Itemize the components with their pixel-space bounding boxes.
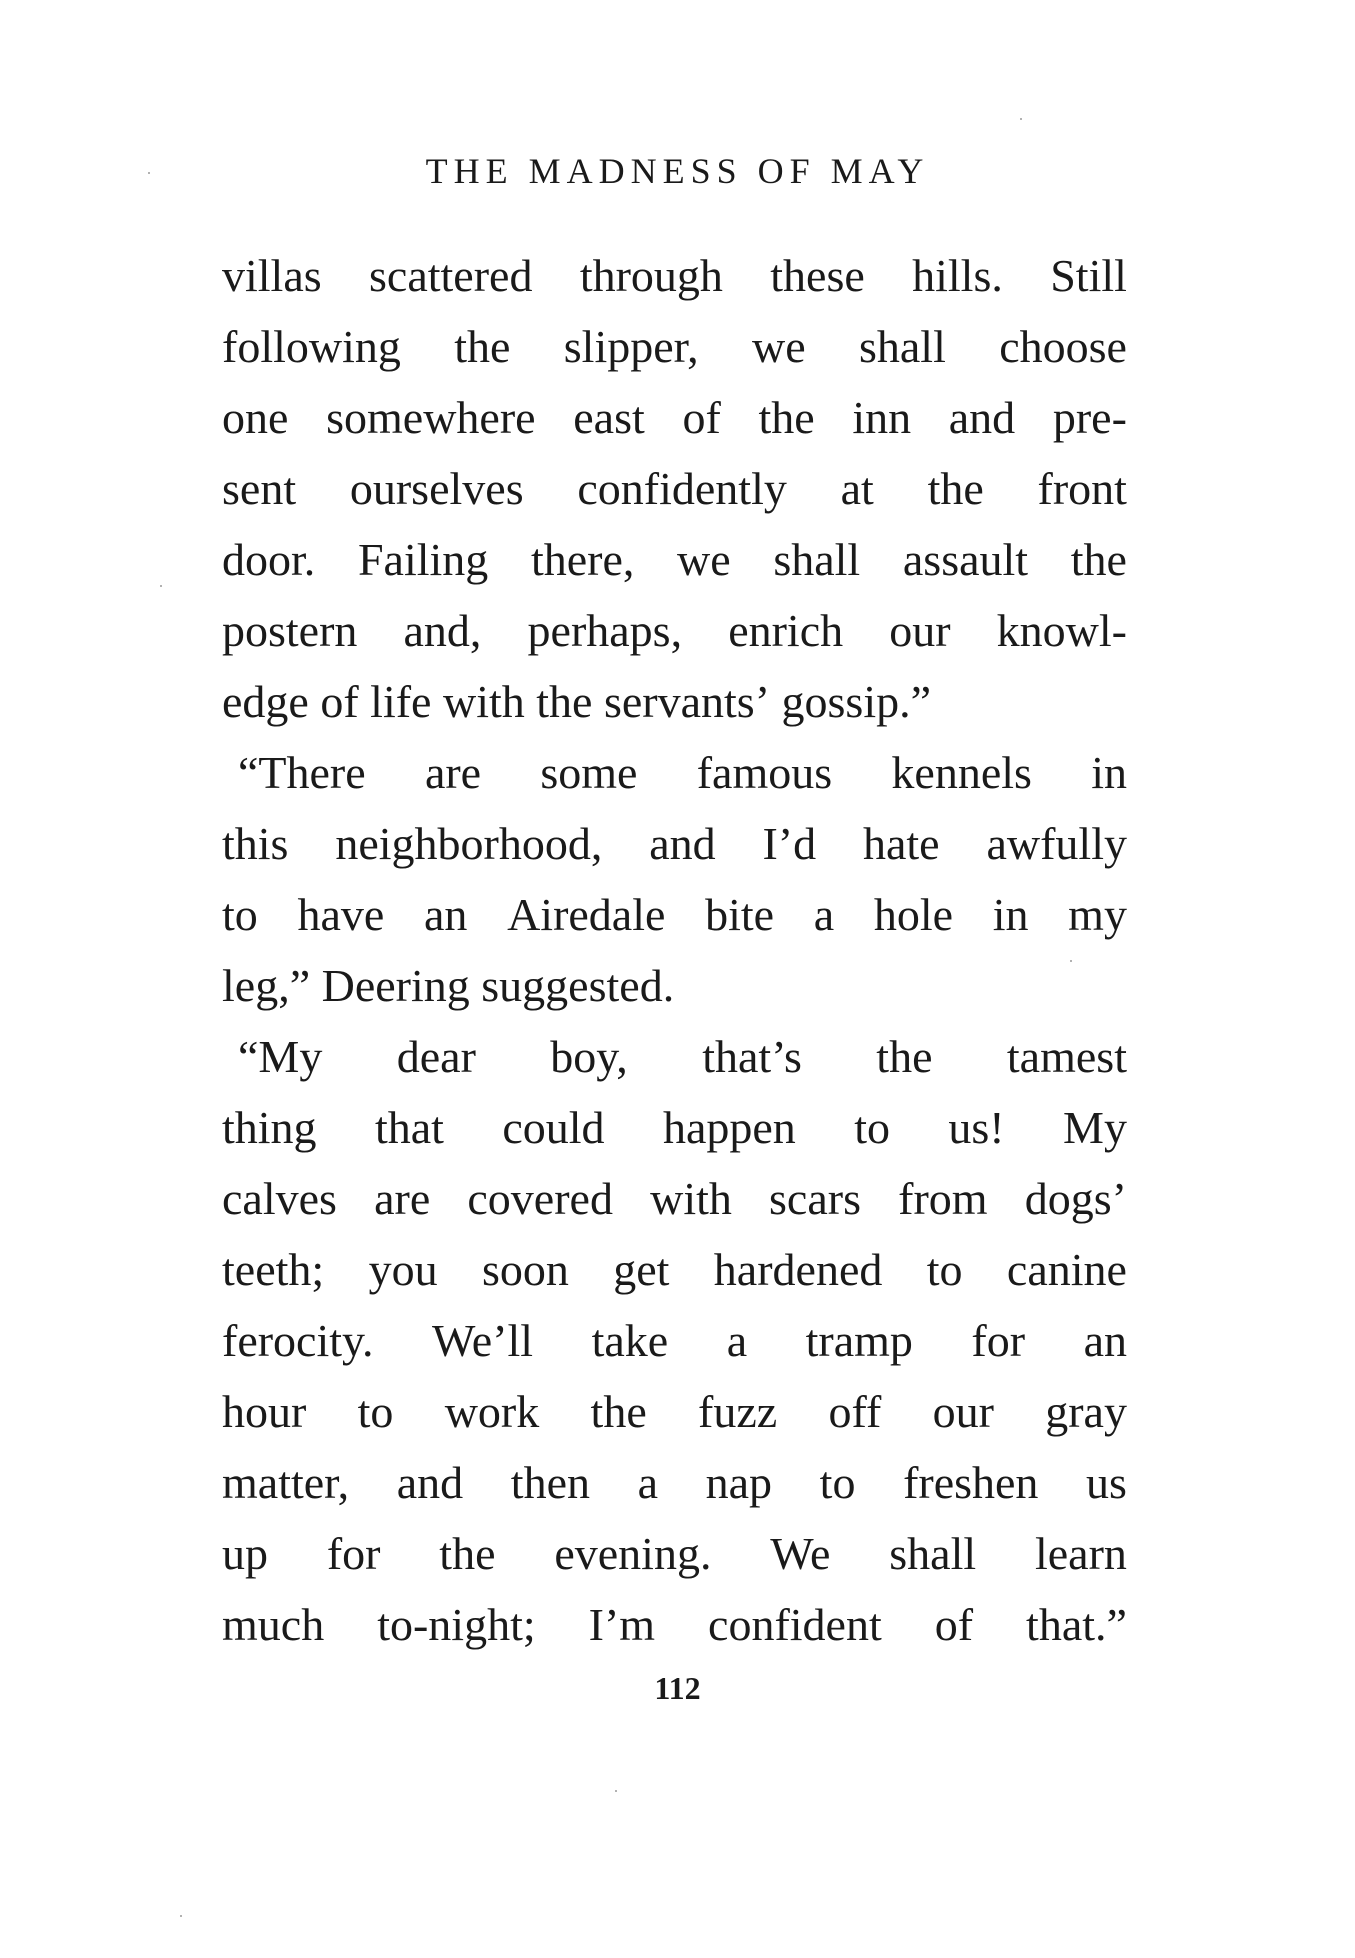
word: could [502,1102,605,1153]
word: the [876,1031,933,1082]
word: our [932,1386,994,1437]
scan-speck [160,585,162,587]
word: assault [902,534,1029,585]
word: an [1083,1315,1127,1366]
word: shall [858,321,946,372]
word: kennels [891,747,1032,798]
word: front [1037,463,1127,514]
word: somewhere [326,392,536,443]
word: from [898,1173,988,1224]
word: some [540,747,638,798]
word: suggested. [481,960,675,1011]
word: a [813,889,835,940]
word: to [819,1457,856,1508]
word: villas [222,250,322,301]
text-line [222,1376,1127,1447]
word: of [682,392,721,443]
word: in [1091,747,1127,798]
word: the [758,392,815,443]
word: our [889,605,951,656]
word: perhaps, [527,605,683,656]
word: hardened [713,1244,883,1295]
word: you [368,1244,438,1295]
word: that’s [702,1031,802,1082]
word: freshen [903,1457,1039,1508]
text-line [222,311,1127,382]
word: bite [705,889,775,940]
word: pre- [1052,392,1127,443]
word: gray [1045,1386,1127,1437]
text-line [222,737,1127,808]
word: servants’ [603,676,771,727]
word: We [770,1528,831,1579]
word: Failing [357,534,489,585]
word: sent [222,463,297,514]
word: shall [773,534,861,585]
word: Still [1050,250,1127,301]
word: happen [662,1102,796,1153]
word: I’m [588,1599,656,1650]
word: to-night; [377,1599,536,1650]
word: teeth; [222,1244,325,1295]
word: slipper, [563,321,699,372]
text-line [222,1163,1127,1234]
word: life [370,676,432,727]
word: through [579,250,723,301]
word: and [649,818,716,869]
word: “My [238,1031,323,1082]
text-line [222,1234,1127,1305]
word: are [424,747,482,798]
word: postern [222,605,358,656]
word: neighborhood, [335,818,603,869]
word: take [591,1315,669,1366]
text-line [222,1589,1127,1660]
word: a [637,1457,659,1508]
word: dear [396,1031,476,1082]
word: get [613,1244,670,1295]
word: enrich [728,605,844,656]
text-line [222,524,1127,595]
word: inn [852,392,912,443]
word: and, [403,605,482,656]
word: with [442,676,525,727]
text-line [222,1021,1127,1092]
word: I’d [762,818,817,869]
word: covered [467,1173,613,1224]
word: evening. [554,1528,712,1579]
word: of [934,1599,974,1650]
word: Airedale [507,889,666,940]
word: scattered [369,250,533,301]
word: to [926,1244,963,1295]
word: following [222,321,401,372]
word: tamest [1006,1031,1127,1082]
text-line [222,1447,1127,1518]
word: we [677,534,731,585]
word: hate [862,818,940,869]
text-line [222,1305,1127,1376]
word: at [840,463,874,514]
word: calves [222,1173,337,1224]
word: leg,” [222,960,311,1011]
text-line [222,666,1127,737]
word: hole [873,889,954,940]
body-text [222,240,1127,1660]
word: dogs’ [1024,1173,1127,1224]
scan-speck [148,172,150,174]
word: work [444,1386,540,1437]
text-line [222,453,1127,524]
word: Deering [321,960,470,1011]
word: us! [948,1102,1005,1153]
word: much [222,1599,325,1650]
word: door. [222,534,316,585]
word: matter, [222,1457,350,1508]
word: that [374,1102,444,1153]
page-number: 112 [654,1670,701,1706]
scan-speck [615,1790,617,1792]
text-line [222,382,1127,453]
word: confidently [577,463,787,514]
word: learn [1034,1528,1127,1579]
word: for [971,1315,1026,1366]
word: the [454,321,511,372]
text-line [222,808,1127,879]
scan-speck [1070,960,1072,962]
text-line [222,950,1127,1021]
word: the [1070,534,1127,585]
word: then [510,1457,590,1508]
word: have [297,889,385,940]
word: ferocity. [222,1315,374,1366]
word: My [1063,1102,1127,1153]
word: the [536,676,593,727]
word: the [439,1528,496,1579]
word: in [992,889,1029,940]
scan-speck [180,1915,182,1917]
word: to [357,1386,394,1437]
word: knowl- [996,605,1127,656]
word: famous [696,747,833,798]
word: We’ll [432,1315,534,1366]
word: a [726,1315,748,1366]
word: with [650,1173,732,1224]
text-line [222,595,1127,666]
word: my [1068,889,1127,940]
word: and [396,1457,464,1508]
word: scars [769,1173,861,1224]
word: for [326,1528,381,1579]
word: to [222,889,258,940]
word: we [751,321,806,372]
word: of [320,676,359,727]
scan-speck [1020,118,1022,120]
word: east [573,392,645,443]
word: awfully [986,818,1127,869]
word: there, [530,534,635,585]
word: an [423,889,468,940]
word: us [1086,1457,1127,1508]
running-head: THE MADNESS OF MAY [425,151,930,191]
text-line [222,1092,1127,1163]
word: one [222,392,289,443]
word: canine [1006,1244,1127,1295]
word: choose [999,321,1127,372]
word: the [927,463,984,514]
word: gossip.” [781,676,932,727]
word: hour [222,1386,307,1437]
word: edge [222,676,309,727]
word: confident [708,1599,882,1650]
text-line [222,879,1127,950]
word: and [948,392,1016,443]
word: tramp [805,1315,913,1366]
word: this [222,818,289,869]
word: to [854,1102,890,1153]
word: soon [481,1244,569,1295]
word: are [374,1173,431,1224]
word: fuzz [698,1386,778,1437]
word: shall [889,1528,977,1579]
word: “There [238,747,366,798]
word: hills. [912,250,1003,301]
word: off [828,1386,882,1437]
word: that.” [1026,1599,1127,1650]
word: the [590,1386,647,1437]
word: ourselves [349,463,524,514]
text-line [222,1518,1127,1589]
word: thing [222,1102,317,1153]
word: up [222,1528,268,1579]
word: boy, [550,1031,628,1082]
word: nap [705,1457,773,1508]
text-line [222,240,1127,311]
word: these [770,250,865,301]
